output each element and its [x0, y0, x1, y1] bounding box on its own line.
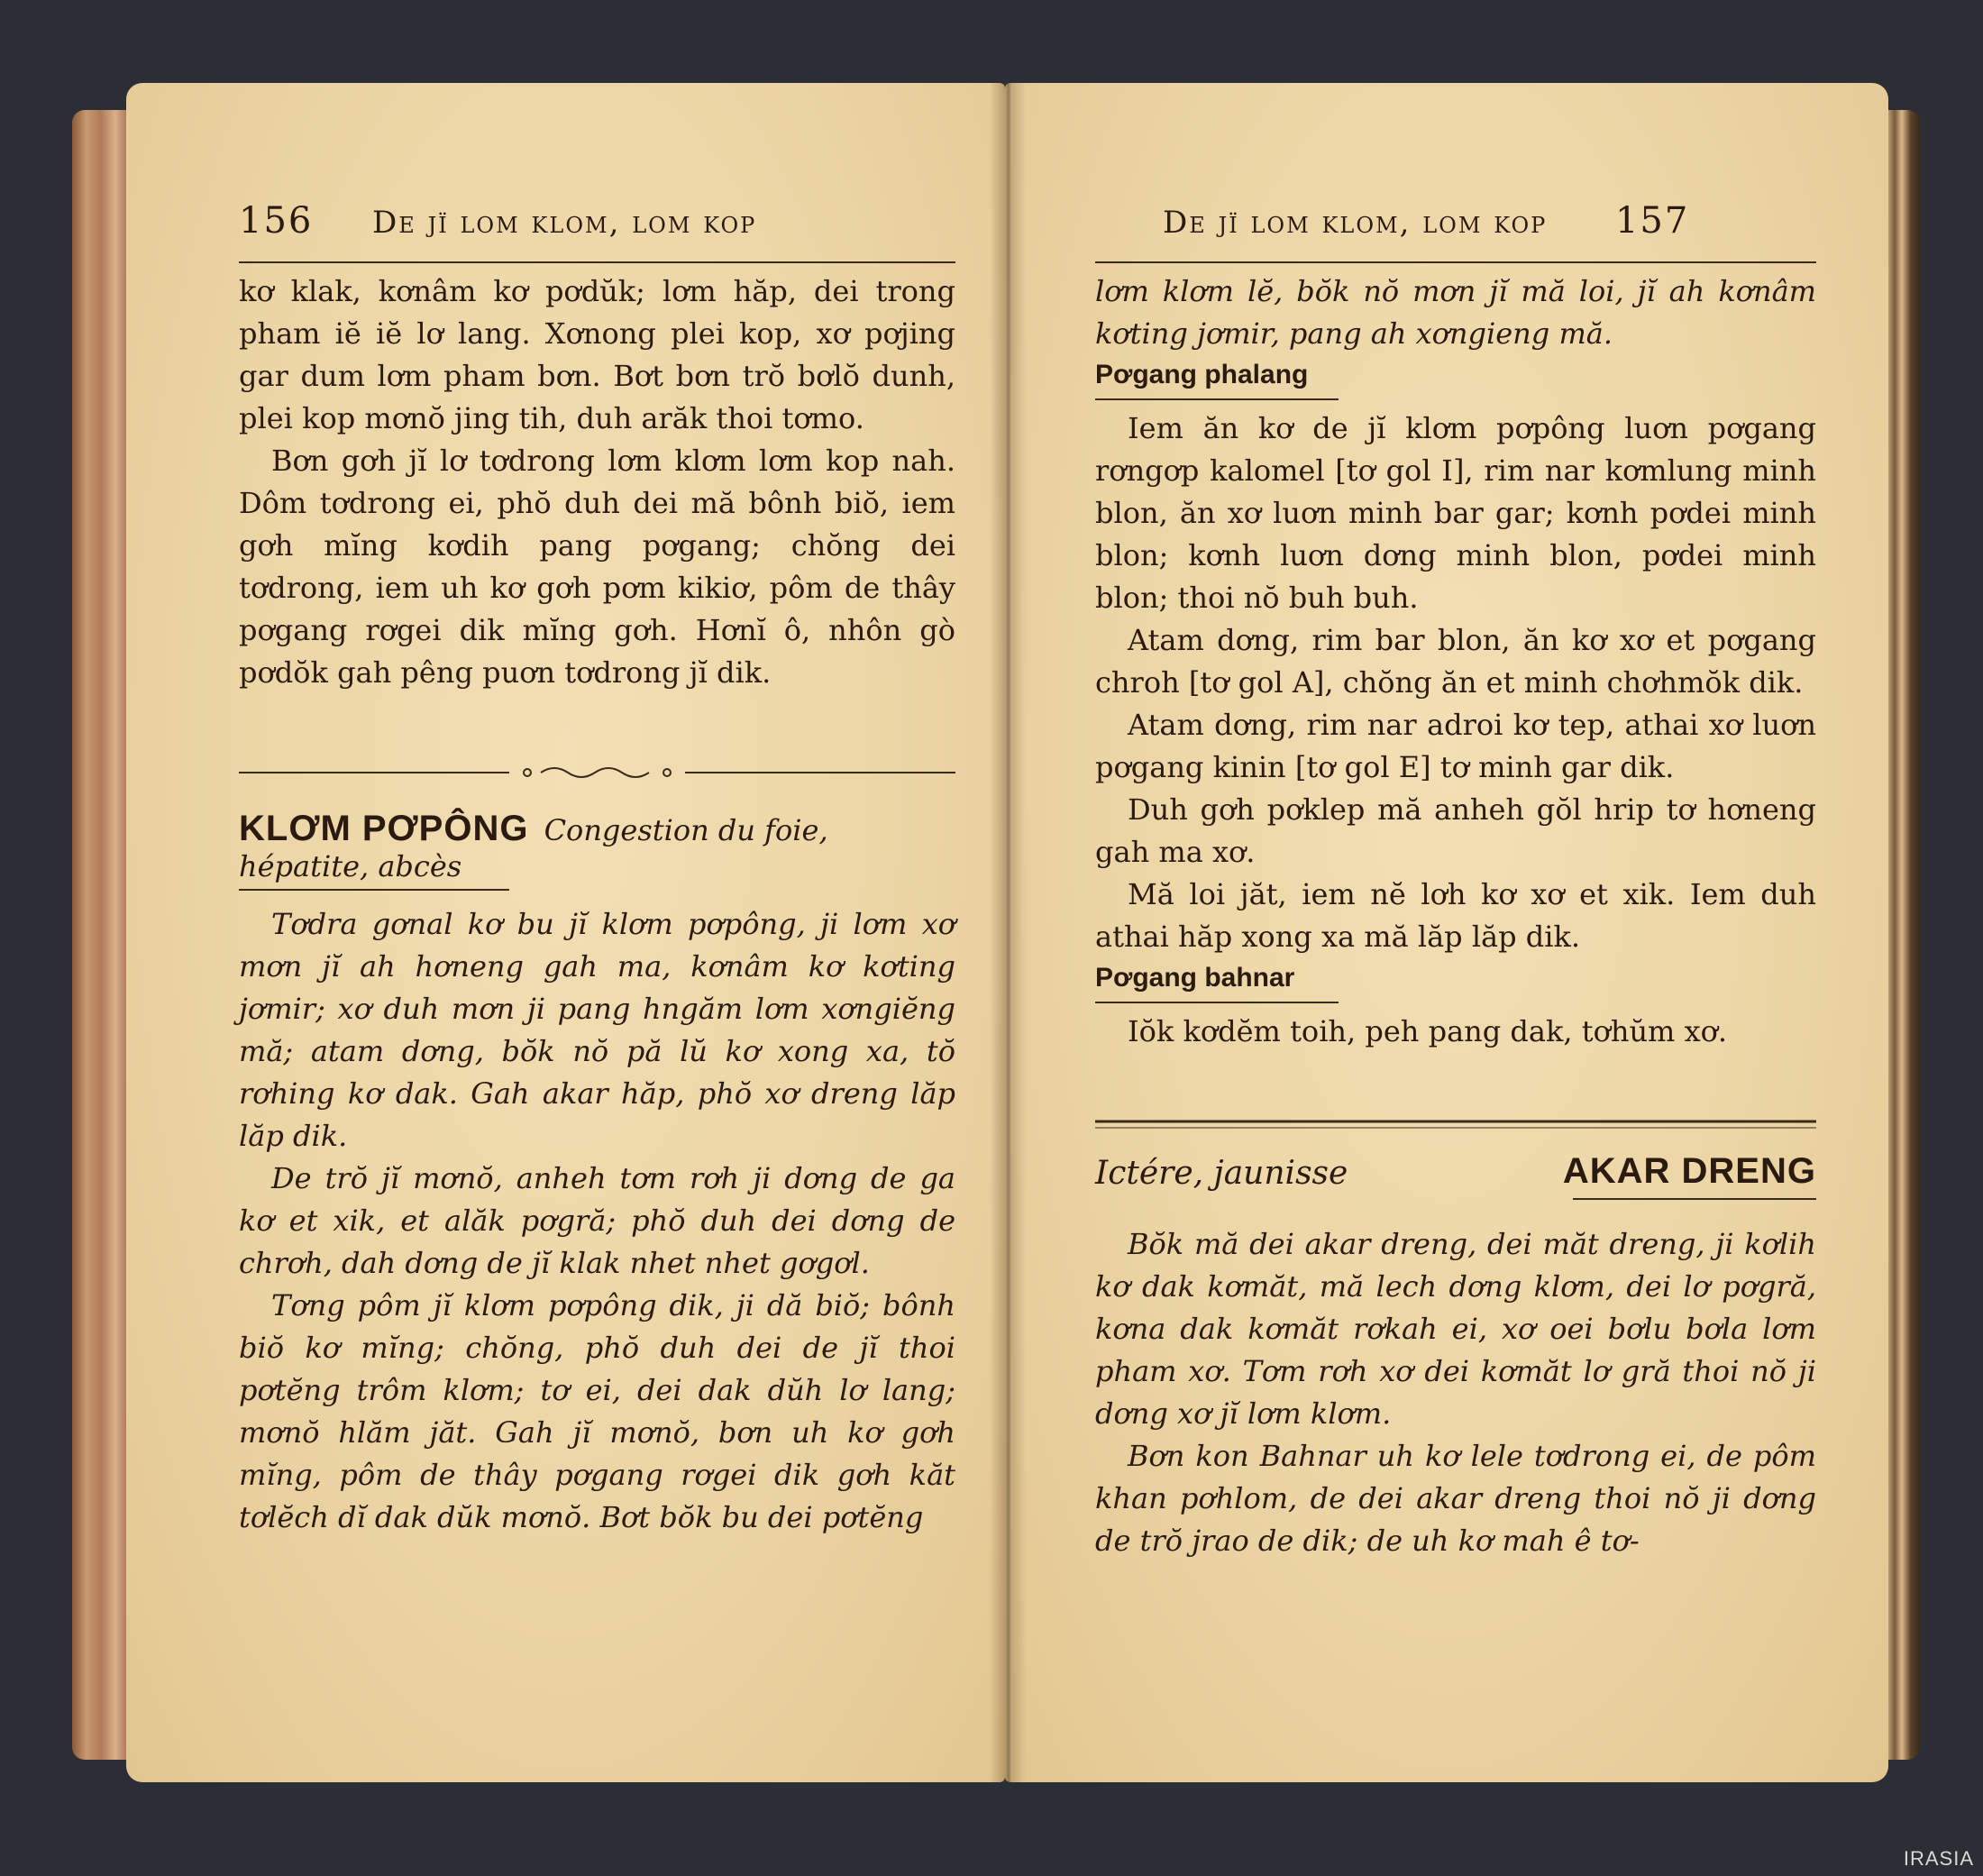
- left-section-heading: [239, 809, 955, 891]
- right-page: [1005, 83, 1888, 1782]
- open-book: [72, 83, 1920, 1796]
- right-section-text: [1095, 1223, 1816, 1562]
- section-title-akar-dreng: AKAR DRENG: [1562, 1151, 1816, 1191]
- left-paragraph: Bơn gơh jĭ lơ tơdrong lơm klơm lơm kop nah. Dôm tơdrong ei, phŏ duh dei mă bônh biŏ, iem gơh mĭng kơdih pang pơgang; chŏng dei tơdrong, iem uh kơ gơh pơm kikiơ, pôm de thây pơgang rơgei dik mĭng gơh. Hơnĭ ô, nhôn gò pơdŏk gah pêng puơn tơdrong jĭ dik.: [239, 444, 955, 690]
- right-paragraph: Mă loi jăt, iem nĕ lơh kơ xơ et xik. Iem duh athai hăp xong xa mă lăp lăp dik.: [1095, 877, 1816, 954]
- right-section-heading: [1095, 1151, 1816, 1205]
- section-double-rule: [1095, 1120, 1816, 1130]
- left-page: [126, 83, 1005, 1782]
- watermark-label: IRASIA: [1903, 1847, 1974, 1870]
- left-running-header: [239, 200, 756, 247]
- page-edges-right: [1884, 110, 1920, 1760]
- section-title-underline: [239, 889, 509, 891]
- right-paragraph: Atam dơng, rim bar blon, ăn kơ xơ et pơgang chroh [tơ gol A], chŏng ăn et minh chơhmŏk dik.: [1095, 623, 1816, 700]
- right-page-number: 157: [1614, 200, 1690, 242]
- right-running-title: De jï lom klom, lom kop: [1163, 205, 1548, 241]
- left-section-paragraph: Tơdra gơnal kơ bu jĭ klơm pơpông, ji lơm xơ mơn jĭ ah hơneng gah ma, kơnâm kơ kơting jơmir; xơ duh mơn ji pang hngăm lơm xơngiĕng mă; atam dơng, bŏk nŏ pă lŭ kơ xong xa, tŏ rơhing kơ dak. Gah akar hăp, phŏ xơ dreng lăp lăp dik.: [239, 907, 955, 1153]
- subhead-pogang-phalang: Pơgang phalang: [1095, 360, 1309, 389]
- right-paragraph: Iem ăn kơ de jĭ klơm pơpông luơn pơgang rơngơp kalomel [tơ gol I], rim nar kơmlung minh blon, ăn xơ luơn minh bar gar; kơnh pơdei minh blon; kơnh luơn dơng minh blon, pơdei minh blon; thoi nŏ buh buh.: [1095, 411, 1816, 615]
- left-paragraph: kơ klak, kơnâm kơ pơdŭk; lơm hăp, dei trong pham iĕ iĕ lơ lang. Xơnong plei kop, xơ pơjing gar dum lơm pham bơn. Bơt bơn trŏ bơlŏ dunh, plei kop mơnŏ jing tih, duh arăk thoi tơmo.: [239, 274, 955, 435]
- section-french-name: Ictére, jaunisse: [1095, 1155, 1348, 1192]
- section-title-klom-popong: KLƠM PƠPÔNG: [239, 809, 529, 848]
- right-running-header: [1163, 200, 1689, 247]
- right-section-paragraph: Bơn kon Bahnar uh kơ lele tơdrong ei, de pôm khan pơhlom, de dei akar dreng thoi nŏ ji dơng de trŏ jrao de dik; de uh kơ mah ê tơ-: [1095, 1439, 1816, 1558]
- right-top-italic: lơm klơm lĕ, bŏk nŏ mơn jĭ mă loi, jĭ ah kơnâm kơting jơmir, pang ah xơngieng mă.: [1095, 274, 1816, 351]
- right-paragraph: Atam dơng, rim nar adroi kơ tep, athai xơ luơn pơgang kinin [tơ gol E] tơ minh gar dik.: [1095, 708, 1816, 784]
- left-running-title: De jï lom klom, lom kop: [371, 205, 757, 241]
- subhead-rule: [1095, 1002, 1339, 1003]
- left-top-text: [239, 270, 955, 694]
- subhead-pogang-bahnar: Pơgang bahnar: [1095, 963, 1295, 993]
- section-title-underline: [1573, 1198, 1816, 1200]
- right-text: [1095, 270, 1816, 1053]
- left-page-number: 156: [239, 200, 314, 242]
- right-paragraph: Duh gơh pơklep mă anheh gŏl hrip tơ hơneng gah ma xơ.: [1095, 792, 1816, 869]
- right-section-paragraph: Bŏk mă dei akar dreng, dei măt dreng, ji kơlih kơ dak kơmăt, mă lech dơng klơm, dei lơ pơgră, kơna dak kơmăt rơkah ei, xơ oei bơlu bơla lơm pham xơ. Tơm rơh xơ dei kơmăt lơ gră thoi nŏ ji dơng xơ jĭ lơm klơm.: [1095, 1227, 1816, 1431]
- left-section-text: [239, 903, 955, 1539]
- left-section-paragraph: Tơng pôm jĭ klơm pơpông dik, ji dă biŏ; bônh biŏ kơ mĭng; chŏng, phŏ duh dei de jĭ thoi pơtĕng trôm klơm; tơ ei, dei dak dŭh lơ lang; mơnŏ hlăm jăt. Gah jĭ mơnŏ, bơn uh kơ gơh mĭng, pôm de thây pơgang rơgei dik gơh kăt tơlĕch dĭ dak dŭk mơnŏ. Bơt bŏk bu dei pơtĕng: [239, 1288, 955, 1534]
- right-header-rule: [1095, 261, 1816, 263]
- left-header-rule: [239, 261, 955, 263]
- right-paragraph: Iŏk kơdĕm toih, peh pang dak, tơhŭm xơ.: [1128, 1014, 1728, 1048]
- section-ornament-divider: [239, 764, 955, 782]
- section-french-name: Congestion du foie, hépatite, abcès: [239, 813, 828, 883]
- subhead-rule: [1095, 398, 1339, 400]
- left-section-paragraph: De trŏ jĭ mơnŏ, anheh tơm rơh ji dơng de ga kơ et xik, et alăk pơgră; phŏ duh dei dơng de chrơh, dah dơng de jĭ klak nhet nhet gơgơl.: [239, 1161, 955, 1280]
